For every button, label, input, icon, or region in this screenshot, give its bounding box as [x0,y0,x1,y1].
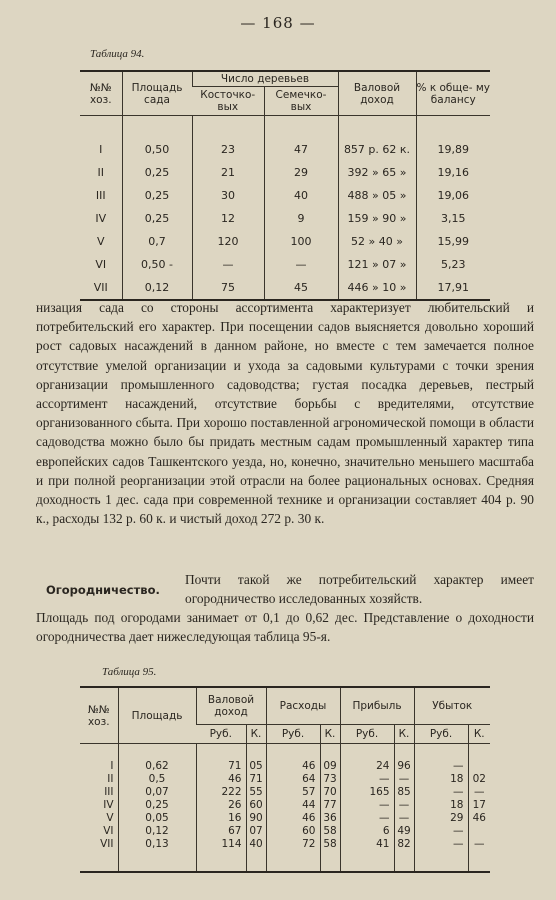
row-seed: 100 [264,230,338,253]
table-row [80,230,490,253]
row-num: IV [95,212,107,225]
row-expenses-kop: 70 [320,786,340,799]
row-income: 857 р. 62 к. [338,138,416,161]
row-profit-kop: 82 [394,838,414,851]
col-trees: Число деревьев [192,71,338,87]
row-stone: — [192,253,264,276]
row-loss-rub: — [414,760,468,773]
row-stone: 21 [192,161,264,184]
row-stone: 120 [192,230,264,253]
row-loss-rub: — [414,825,468,838]
row-loss-rub: 18 [414,799,468,812]
row-profit-kop: — [394,799,414,812]
col-stone: Косточко- вых [192,87,264,116]
row-income-kop: 07 [246,825,266,838]
row-num: III [95,189,106,202]
row-expenses-rub: 64 [266,773,320,786]
row-income: 446 » 10 » [338,276,416,300]
col-loss-kop: К. [468,725,490,744]
row-loss-kop: — [468,838,490,851]
row-profit-rub: — [340,799,394,812]
row-percent: 19,89 [416,138,490,161]
row-income-rub: 46 [196,773,246,786]
row-income-kop: 55 [246,786,266,799]
row-profit-rub: 24 [340,760,394,773]
col-loss-rub: Руб. [414,725,468,744]
row-num: I [99,143,103,156]
row-percent: 3,15 [416,207,490,230]
row-area: 0,7 [122,230,192,253]
row-loss-kop: 02 [468,773,490,786]
col-profit: Прибыль [340,687,414,725]
table-row [80,799,490,812]
paragraph-2-start: Почти такой же потребительский характер имеет огородничество исследованных хозяйств. [185,572,534,607]
col-expenses-rub: Руб. [266,725,320,744]
col-loss: Убыток [414,687,490,725]
row-income-kop: 90 [246,812,266,825]
table-row [80,838,490,851]
row-area: 0,05 [118,812,196,825]
row-profit-rub: 165 [340,786,394,799]
row-area: 0,12 [122,276,192,300]
row-profit-kop: — [394,812,414,825]
col-profit-rub: Руб. [340,725,394,744]
row-income: 52 » 40 » [338,230,416,253]
table-row [80,253,490,276]
table-row [80,812,490,825]
table95-caption: Таблица 95. [102,666,157,678]
row-expenses-rub: 60 [266,825,320,838]
row-loss-rub: — [414,786,468,799]
paragraph-1: низация сада со стороны ассортимента характеризует любительский и потребительский его характер. При посещении садов выясняется довольно хороший рост садовых насаждений в данном районе, но вместе с тем замечается полное отсутствие умелой организации и ухода за садовыми культурами с точки зрения организации промышленного садоводства; густая посадка деревьев, пестрый ассортимент насаждений, отсутствие борьбы с вредителями, отсутствие организованного сбыта. При хорошо поставленной агрономической помощи в области садоводства можно было бы придать местным садам промышленный характер типа европейских садов Ташкентского уезда, но, конечно, значительно меньшего масштаба и при полной реорганизации этой отрасли на более рациональных основах. Средняя доходность 1 дес. сада при современной технике и организации составляет 404 р. 90 к., расходы 132 р. 60 к. и чистый доход 272 р. 30 к. [36,300,534,527]
row-area: 0,25 [118,799,196,812]
row-num: V [96,235,105,248]
row-percent: 19,16 [416,161,490,184]
row-profit-kop: — [394,773,414,786]
row-stone: 75 [192,276,264,300]
row-num: VI [103,825,114,837]
row-expenses-kop: 77 [320,799,340,812]
row-seed: 47 [264,138,338,161]
col-percent: % к обще- му балансу [416,71,490,116]
col-expenses-kop: К. [320,725,340,744]
row-expenses-kop: 36 [320,812,340,825]
row-income-kop: 71 [246,773,266,786]
row-area: 0,25 [122,207,192,230]
col-num: №№ хоз. [80,687,118,744]
row-percent: 17,91 [416,276,490,300]
row-profit-rub: 41 [340,838,394,851]
row-num: II [107,773,114,785]
table-94 [80,70,490,301]
row-area: 0,25 [122,184,192,207]
row-area: 0,13 [118,838,196,851]
page-number: — 168 — [240,14,316,32]
row-income-kop: 60 [246,799,266,812]
row-expenses-rub: 46 [266,760,320,773]
row-stone: 23 [192,138,264,161]
row-expenses-kop: 58 [320,825,340,838]
row-expenses-rub: 72 [266,838,320,851]
row-income: 488 » 05 » [338,184,416,207]
row-percent: 15,99 [416,230,490,253]
row-num: IV [103,799,114,811]
col-income: Валовой доход [338,71,416,116]
table-row [80,161,490,184]
row-income-kop: 40 [246,838,266,851]
col-expenses: Расходы [266,687,340,725]
col-area: Площадь [118,687,196,744]
table-row [80,138,490,161]
col-seed: Семечко- вых [264,87,338,116]
row-percent: 19,06 [416,184,490,207]
row-loss-kop: — [468,786,490,799]
section-heading: Огородничество. [46,583,160,597]
row-num: II [97,166,104,179]
row-income-rub: 26 [196,799,246,812]
row-seed: 45 [264,276,338,300]
table-95 [80,686,490,873]
table-row [80,773,490,786]
row-income-kop: 05 [246,760,266,773]
row-num: III [104,786,114,798]
table-row [80,276,490,300]
row-profit-rub: — [340,812,394,825]
row-stone: 30 [192,184,264,207]
row-seed: 40 [264,184,338,207]
row-num: VII [100,838,114,850]
row-income-rub: 71 [196,760,246,773]
row-percent: 5,23 [416,253,490,276]
row-loss-kop: 17 [468,799,490,812]
row-num: VII [80,276,122,300]
row-seed: 29 [264,161,338,184]
table-row [80,825,490,838]
row-income-rub: 222 [196,786,246,799]
row-income-rub: 114 [196,838,246,851]
row-stone: 12 [192,207,264,230]
col-income-rub: Руб. [196,725,246,744]
col-profit-kop: К. [394,725,414,744]
row-expenses-rub: 44 [266,799,320,812]
row-area: 0,25 [122,161,192,184]
row-income: 392 » 65 » [338,161,416,184]
row-area: 0,62 [118,760,196,773]
row-area: 0,07 [118,786,196,799]
row-expenses-rub: 57 [266,786,320,799]
row-profit-kop: 85 [394,786,414,799]
row-expenses-kop: 73 [320,773,340,786]
table-row [80,184,490,207]
row-profit-kop: 96 [394,760,414,773]
paragraph-2-rest: Площадь под огородами занимает от 0,1 до 0,62 дес. Представление о доходности огородничества дает нижеследующая таблица 95-я. [36,610,534,645]
col-income-kop: К. [246,725,266,744]
row-profit-rub: 6 [340,825,394,838]
row-loss-kop [468,825,490,838]
row-area: 0,50 - [122,253,192,276]
row-income-rub: 16 [196,812,246,825]
row-loss-rub: 29 [414,812,468,825]
row-num: I [110,760,114,772]
row-loss-rub: — [414,838,468,851]
row-expenses-kop: 58 [320,838,340,851]
row-income: 121 » 07 » [338,253,416,276]
row-area: 0,5 [118,773,196,786]
row-area: 0,50 [122,138,192,161]
col-area: Площадь сада [122,71,192,116]
row-expenses-kop: 09 [320,760,340,773]
table-row [80,786,490,799]
row-area: 0,12 [118,825,196,838]
table94-caption: Таблица 94. [90,48,145,60]
row-seed: 9 [264,207,338,230]
row-seed: — [264,253,338,276]
row-num: V [106,812,114,824]
row-loss-kop [468,760,490,773]
row-income: 159 » 90 » [338,207,416,230]
table-row [80,760,490,773]
table-row [80,207,490,230]
row-profit-kop: 49 [394,825,414,838]
row-loss-rub: 18 [414,773,468,786]
row-num: VI [95,258,107,271]
row-expenses-rub: 46 [266,812,320,825]
row-loss-kop: 46 [468,812,490,825]
row-income-rub: 67 [196,825,246,838]
row-profit-rub: — [340,773,394,786]
col-num: №№ хоз. [80,71,122,116]
col-income: Валовой доход [196,687,266,725]
